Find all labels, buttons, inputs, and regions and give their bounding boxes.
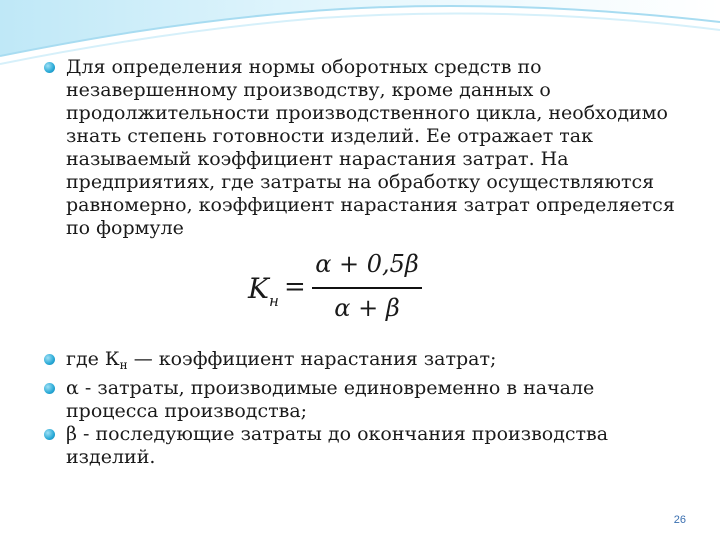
def-text: α - затраты, производимые единовременно в начале процесса производства; bbox=[66, 377, 595, 422]
def-subscript: н bbox=[119, 358, 128, 372]
formula bbox=[44, 250, 684, 342]
def-text: — коэффициент нарастания затрат; bbox=[127, 348, 497, 370]
bullet-icon bbox=[44, 383, 55, 394]
slide-content bbox=[44, 56, 684, 469]
formula-k-subscript: н bbox=[269, 292, 279, 310]
def-text: β - последующие затраты до окончания производства изделий. bbox=[66, 423, 609, 468]
fraction-bar bbox=[312, 287, 422, 289]
formula-equals: = bbox=[284, 272, 306, 302]
list-item bbox=[44, 423, 684, 469]
list-item bbox=[44, 56, 684, 240]
formula-numerator: α + 0,5β bbox=[315, 250, 419, 278]
def-prefix: где К bbox=[66, 348, 120, 370]
list-item bbox=[44, 348, 684, 377]
bullet-icon bbox=[44, 354, 55, 365]
formula-k: K bbox=[248, 272, 269, 305]
formula-denominator: α + β bbox=[334, 294, 400, 322]
list-item bbox=[44, 377, 684, 423]
page-number: 26 bbox=[673, 514, 686, 526]
bullet-icon bbox=[44, 429, 55, 440]
bullet-icon bbox=[44, 62, 55, 73]
definitions-list bbox=[44, 348, 684, 469]
intro-paragraph: Для определения нормы оборотных средств по незавершенному производству, кроме данных о продолжительности производственного цикла, необходимо знать степень готовности изделий. Ее отражает так называемый коэффициент нарастания затрат. На предприятиях, где затраты на обработку осуществляются равномерно, коэффициент нарастания затрат определяется по формуле bbox=[66, 56, 675, 239]
